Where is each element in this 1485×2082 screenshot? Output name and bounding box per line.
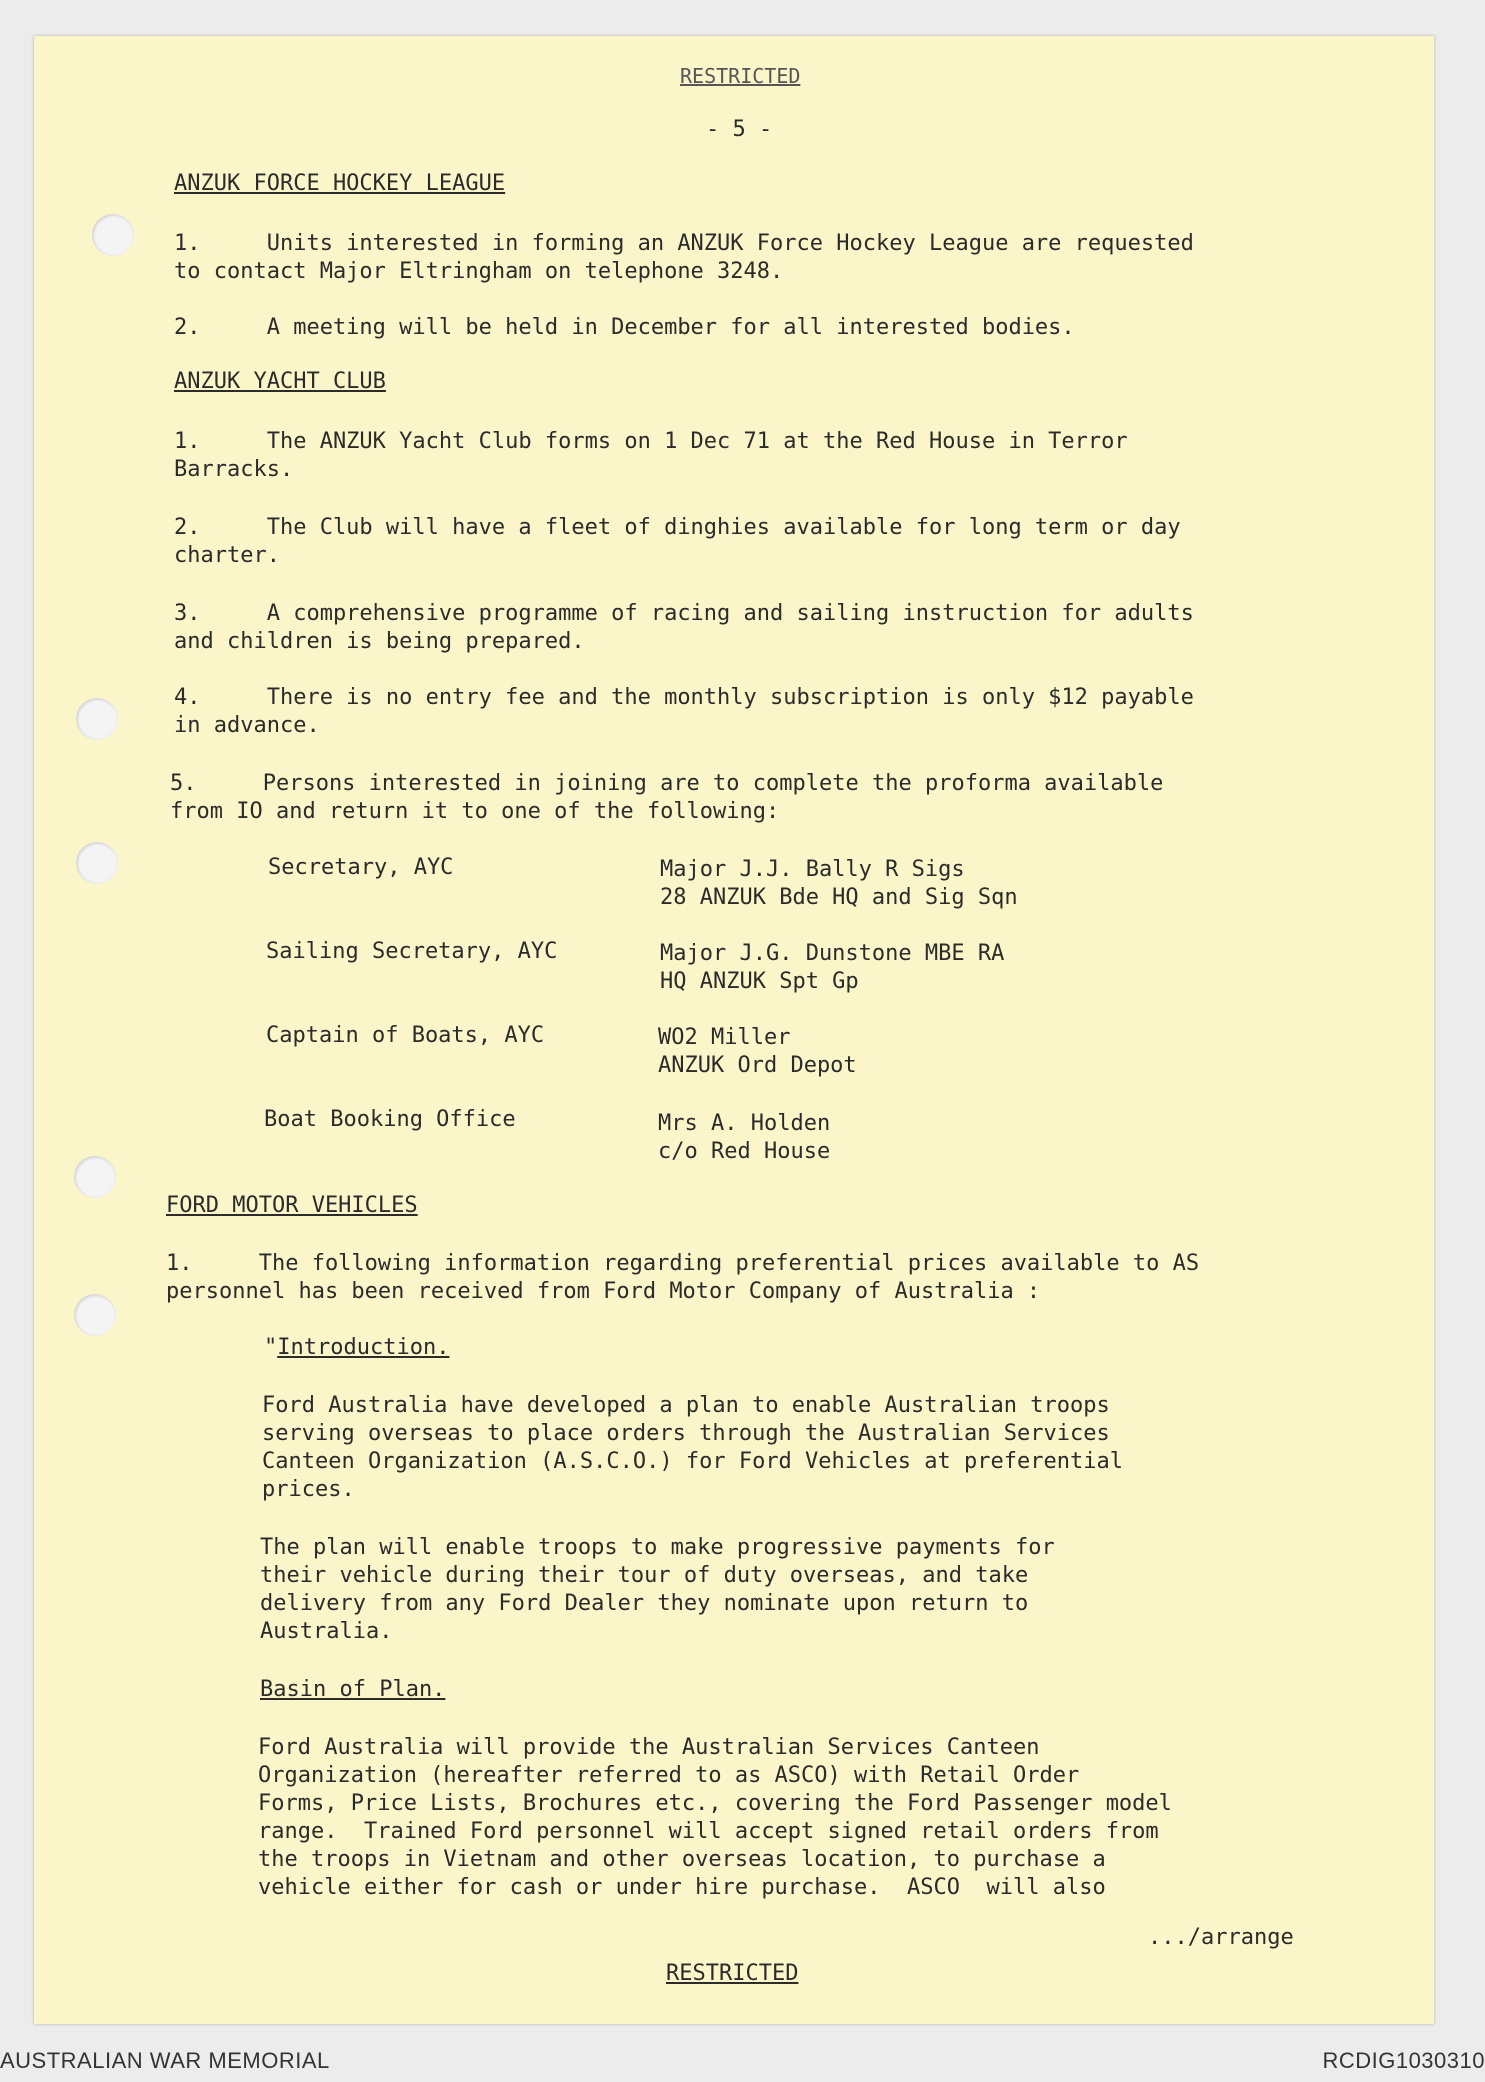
contact-details: WO2 Miller ANZUK Ord Depot — [658, 1025, 857, 1078]
page-number: - 5 - — [706, 117, 773, 142]
classification-top: RESTRICTED — [680, 64, 801, 88]
intro-heading-line — [264, 1334, 449, 1362]
yacht-para-1: 1. The ANZUK Yacht Club forms on 1 Dec 71 at the Red House in Terror Barracks. — [174, 429, 1128, 482]
section-heading-yacht: ANZUK YACHT CLUB — [174, 369, 386, 394]
archive-id: RCDIG1030310 — [1322, 2048, 1485, 2073]
opening-quote: " — [264, 1335, 278, 1360]
contact-details: Major J.J. Bally R Sigs 28 ANZUK Bde HQ and Sig Sqn — [660, 857, 1018, 910]
continuation-note: .../arrange — [1148, 1925, 1294, 1950]
intro-heading: Introduction. — [277, 1335, 450, 1360]
contact-details: Major J.G. Dunstone MBE RA HQ ANZUK Spt Gp — [660, 941, 1005, 994]
yacht-para-4: 4. There is no entry fee and the monthly subscription is only $12 payable in advance. — [174, 685, 1194, 738]
punch-hole — [74, 1294, 116, 1336]
hockey-para-1: 1. Units interested in forming an ANZUK Force Hockey League are requested to contact Major Eltringham on telephone 3248. — [174, 231, 1194, 284]
basis-heading: Basin of Plan. — [260, 1677, 446, 1702]
yacht-para-3: 3. A comprehensive programme of racing and sailing instruction for adults and children is being prepared. — [174, 601, 1194, 654]
yacht-para-2: 2. The Club will have a fleet of dinghies available for long term or day charter. — [174, 515, 1181, 568]
contact-role: Secretary, AYC — [268, 855, 454, 880]
punch-hole — [76, 698, 118, 740]
archive-credit: AUSTRALIAN WAR MEMORIAL — [0, 2048, 330, 2073]
basis-para-1: Ford Australia will provide the Australian Services Canteen Organization (hereafter referred to as ASCO) with Retail Order Forms, Price Lists, Brochures etc., covering the Ford Passenger model range. Trained Ford personnel will accept signed retail orders from the troops in Vietnam and other overseas location, to purchase a vehicle either for cash or under hire purchase. ASCO will also — [258, 1735, 1172, 1900]
punch-hole — [76, 842, 118, 884]
punch-hole — [74, 1156, 116, 1198]
contact-details: Mrs A. Holden c/o Red House — [658, 1111, 831, 1164]
yacht-para-5: 5. Persons interested in joining are to complete the proforma available from IO and return it to one of the following: — [170, 771, 1164, 824]
section-heading-hockey: ANZUK FORCE HOCKEY LEAGUE — [174, 171, 506, 196]
intro-para-2: The plan will enable troops to make progressive payments for their vehicle during their tour of duty overseas, and take delivery from any Ford Dealer they nominate upon return to Australia. — [260, 1535, 1055, 1644]
contact-role: Captain of Boats, AYC — [266, 1023, 545, 1048]
contact-role: Boat Booking Office — [264, 1107, 516, 1132]
ford-para-1: 1. The following information regarding preferential prices available to AS personnel has been received from Ford Motor Company of Australia : — [166, 1251, 1200, 1304]
hockey-para-2: 2. A meeting will be held in December for all interested bodies. — [174, 315, 1075, 340]
punch-hole — [92, 214, 134, 256]
classification-bottom: RESTRICTED — [666, 1961, 799, 1986]
section-heading-ford: FORD MOTOR VEHICLES — [166, 1193, 418, 1218]
intro-para-1: Ford Australia have developed a plan to enable Australian troops serving overseas to place orders through the Australian Services Canteen Organization (A.S.C.O.) for Ford Vehicles at preferential prices. — [262, 1393, 1123, 1502]
contact-role: Sailing Secretary, AYC — [266, 939, 558, 964]
